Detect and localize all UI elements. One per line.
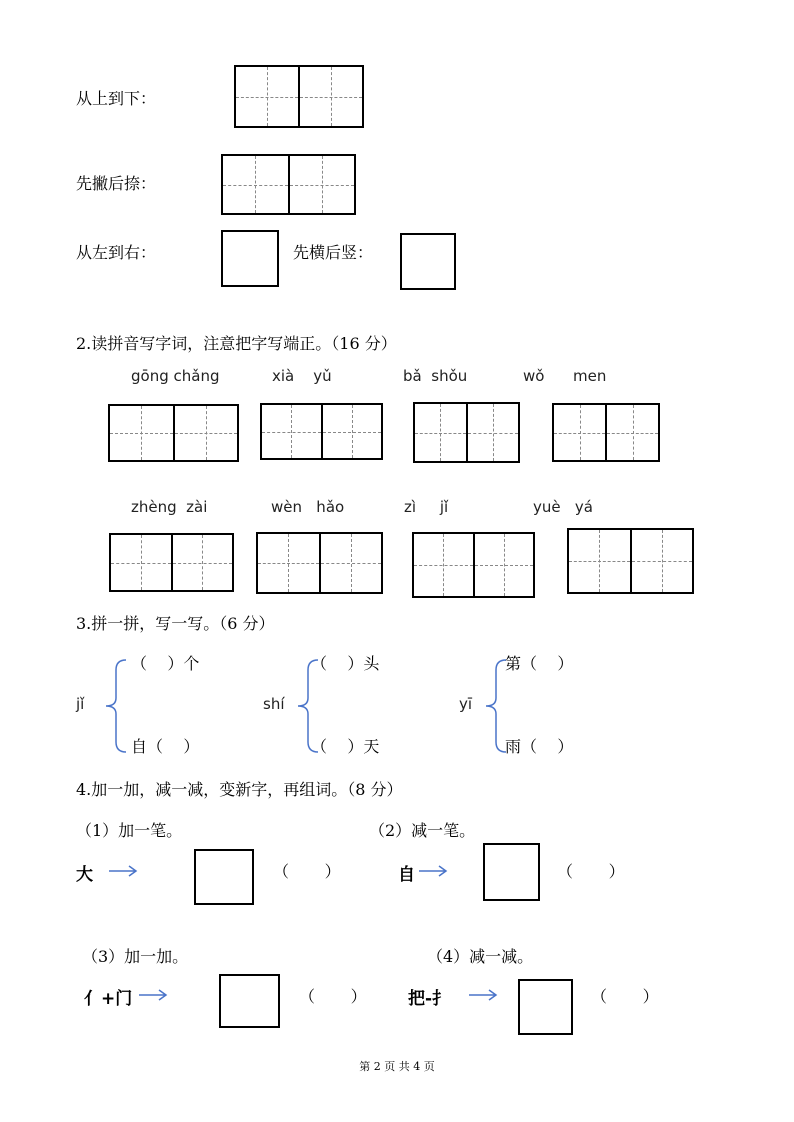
tianzige-grid[interactable] — [413, 402, 520, 463]
arrow-right-icon — [138, 988, 168, 1002]
answer-box[interactable] — [221, 230, 279, 287]
pinyin: yī — [459, 695, 473, 713]
pinyin: bǎ shǒu — [403, 367, 468, 385]
tianzige-grid[interactable] — [109, 533, 234, 592]
tianzige-grid[interactable] — [567, 528, 694, 594]
fill-blank[interactable]: （ ）头 — [311, 654, 380, 673]
answer-paren[interactable]: （ ） — [273, 862, 341, 881]
answer-box[interactable] — [194, 849, 254, 905]
label-top-to-bottom: 从上到下： — [76, 89, 157, 108]
fill-blank[interactable]: （ ）个 — [131, 654, 200, 673]
tianzige-grid[interactable] — [108, 404, 239, 462]
arrow-right-icon — [108, 864, 138, 878]
character: 大 — [76, 865, 93, 885]
sub-question-3: （3）加一加。 — [82, 947, 189, 966]
question-3-title: 3.拼一拼，写一写。（6 分） — [76, 614, 275, 633]
brace-icon — [96, 656, 132, 756]
character: 亻+门 — [84, 989, 133, 1009]
answer-box[interactable] — [518, 979, 573, 1035]
answer-paren[interactable]: （ ） — [557, 862, 625, 881]
label-heng-before-shu: 先横后竖： — [293, 243, 374, 262]
arrow-right-icon — [468, 988, 498, 1002]
tianzige-grid[interactable] — [234, 65, 364, 128]
pinyin: wèn hǎo — [271, 498, 345, 516]
sub-question-4: （4）减一减。 — [427, 947, 534, 966]
question-2-title: 2.读拼音写字词，注意把字写端正。（16 分） — [76, 334, 397, 353]
answer-paren[interactable]: （ ） — [299, 987, 367, 1006]
tianzige-grid[interactable] — [221, 154, 356, 215]
answer-box[interactable] — [483, 843, 540, 901]
pinyin: jǐ — [76, 695, 85, 713]
page-number: 第 2 页 共 4 页 — [359, 1060, 435, 1073]
sub-question-2: （2）减一笔。 — [369, 821, 476, 840]
label-left-to-right: 从左到右： — [76, 243, 157, 262]
arrow-right-icon — [418, 864, 448, 878]
fill-blank[interactable]: （ ）天 — [311, 737, 380, 756]
pinyin: wǒ men — [523, 367, 607, 385]
tianzige-grid[interactable] — [412, 532, 535, 598]
tianzige-grid[interactable] — [260, 403, 383, 460]
character: 把-扌 — [408, 989, 450, 1009]
pinyin: zhèng zài — [131, 498, 208, 516]
answer-paren[interactable]: （ ） — [591, 987, 659, 1006]
answer-box[interactable] — [400, 233, 456, 290]
fill-blank[interactable]: 自（ ） — [131, 737, 200, 756]
tianzige-grid[interactable] — [256, 532, 383, 594]
pinyin: zì jǐ — [404, 498, 449, 516]
pinyin: yuè yá — [533, 498, 593, 516]
pinyin: xià yǔ — [272, 367, 332, 385]
sub-question-1: （1）加一笔。 — [76, 821, 183, 840]
answer-box[interactable] — [219, 974, 280, 1028]
label-pie-before-na: 先撇后捺： — [76, 174, 157, 193]
fill-blank[interactable]: 第（ ） — [505, 654, 574, 673]
pinyin: shí — [263, 695, 285, 713]
fill-blank[interactable]: 雨（ ） — [505, 737, 574, 756]
tianzige-grid[interactable] — [552, 403, 660, 462]
character: 自 — [398, 865, 415, 885]
pinyin: gōng chǎng — [131, 367, 220, 385]
question-4-title: 4.加一加，减一减，变新字，再组词。（8 分） — [76, 780, 403, 799]
